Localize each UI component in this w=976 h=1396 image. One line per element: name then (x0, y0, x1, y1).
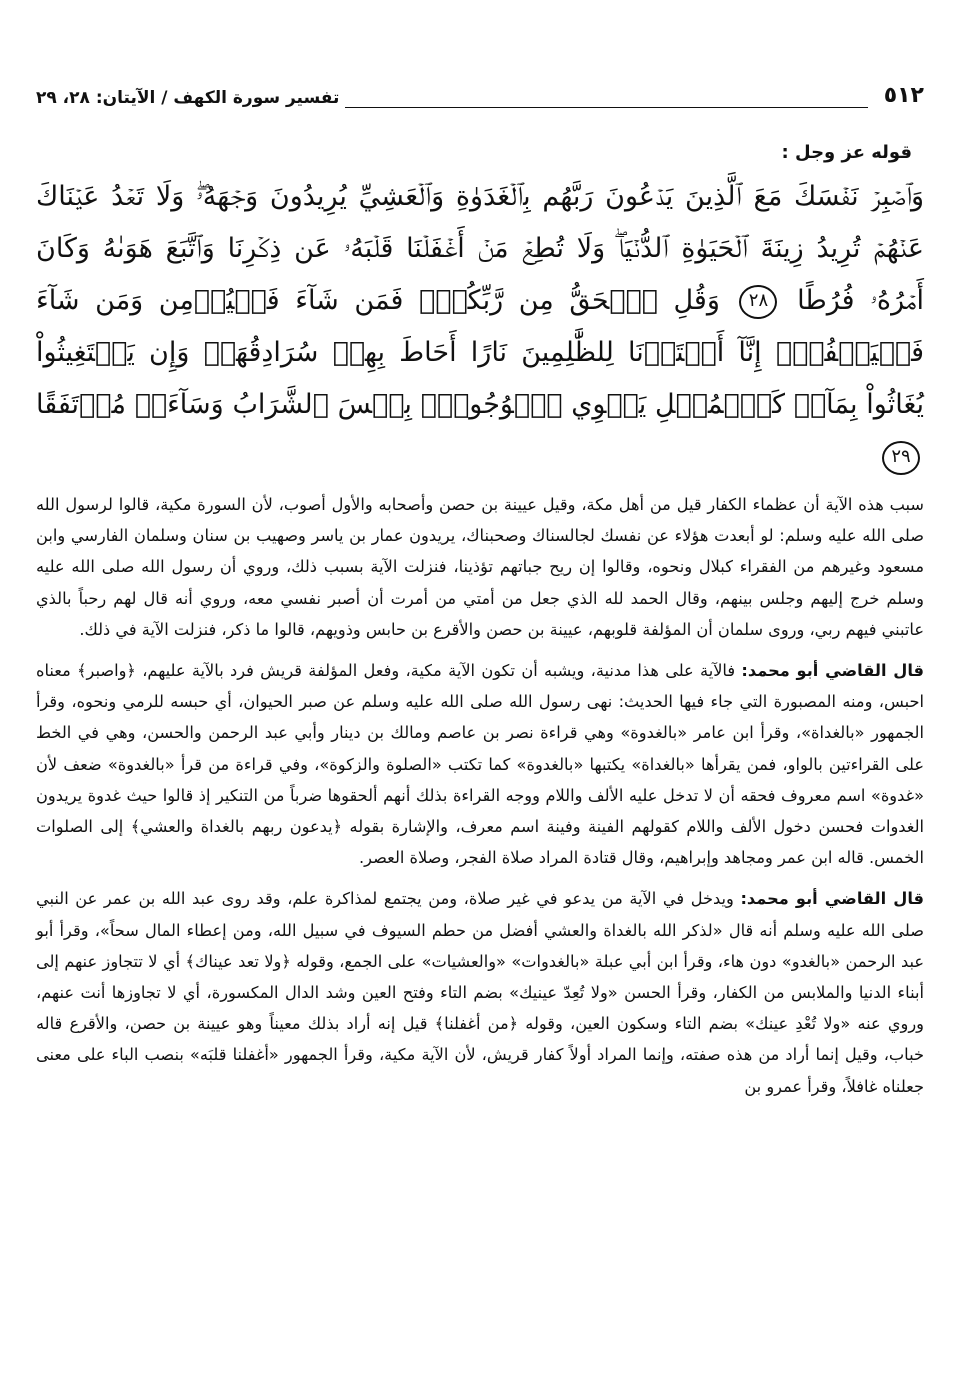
quran-verses (36, 171, 924, 483)
header-rule (345, 93, 867, 108)
verse-29-text: وَقُلِ ٱلۡحَقُّ مِن رَّبِّكُمۡۖ فَمَن شَآءَ فَلۡيُؤۡمِن وَمَن شَآءَ فَلۡيَكۡفُرۡۚ إِنَّآ أَعۡتَدۡنَا لِلظَّٰلِمِينَ نَارًا أَحَاطَ بِهِمۡ سُرَادِقُهَاۚ وَإِن يَسۡتَغِيثُواْ يُغَاثُواْ بِمَآءٖ كَٱلۡمُهۡلِ يَشۡوِي ٱلۡوُجُوهَۚ بِئۡسَ ٱلشَّرَابُ وَسَآءَتۡ مُرۡتَفَقًا (36, 285, 924, 420)
commentary-paragraph-1 (36, 489, 924, 645)
paragraph-1-text: سبب هذه الآية أن عظماء الكفار قيل من أهل مكة، وقيل عيينة بن حصن وأصحابه والأول أصوب، لأن السورة مكية، قالوا لرسول الله صلى الله عليه وسلم: لو أبعدت هؤلاء عن نفسك لجالسناك وصحبناك، يريدون عمار بن ياسر وصهيب بن سنان وسلمان الفارسي وابن مسعود وغيرهم من الفقراء كبلال ونحوه، وقالوا إن ريح جباتهم تؤذينا، فنزلت الآية بسبب ذلك، وروي أن رسول الله صلى الله عليه وسلم خرج إليهم وجلس بينهم، وقال الحمد لله الذي جعل من أمتي من أمرت أن أصبر نفسي معه، وروي أنه قال لهم رحباً بالذي عاتبني فيهم ربي، وروى سلمان أن المؤلفة قلوبهم، عيينة بن حصن والأقرع بن حابس وذويهم، قالوا ما ذكر، فنزلت الآية في ذلك. (36, 495, 924, 639)
paragraph-2-text: فالآية على هذا مدنية، ويشبه أن تكون الآية مكية، وفعل المؤلفة قريش فرد بالآية عليهم، ﴿واصبر﴾ معناه احبس، ومنه المصبورة التي جاء فيها الحديث: نهى رسول الله صلى الله عليه وسلم عن صبر الحيوان، أي حبسه للرمي ونحوه، وقرأ الجمهور «بالغداة»، وقرأ ابن عامر «بالغدوة» وهي قراءة نصر بن عاصم ومالك بن دينار وأبي عبد الرحمن والحسن، وهي في الخط على القراءتين بالواو، فمن يقرأها «بالغداة» يكتبها «بالغدوة» كما تكتب «الصلوة والزكوة»، وفي قراءة من قرأ «بالغدوة» ضعف لأن «غدوة» اسم معروف فحقه أن لا تدخل عليه الألف واللام ووجه القراءة بذلك أنهم ألحقوها ضرباً من التنكير إذ قالوا حيث غدوة يريدون الغدوات فحسن دخول الألف واللام كقولهم الفينة وفينة اسم معرف، والإشارة بقوله ﴿يدعون ربهم بالغداة والعشي﴾ إلى الصلوات الخمس. قاله ابن عمر ومجاهد وإبراهيم، وقال قتادة المراد صلاة الفجر، وصلاة العصر. (36, 661, 924, 868)
intro-label: قوله عز وجل : (781, 142, 912, 163)
paragraph-3-lead: قال القاضي أبو محمد: (740, 889, 924, 909)
verse-28-text: وَٱصۡبِرۡ نَفۡسَكَ مَعَ ٱلَّذِينَ يَدۡعُونَ رَبَّهُم بِٱلۡغَدَوٰةِ وَٱلۡعَشِيِّ يُرِيدُونَ وَجۡهَهُۥۖ وَلَا تَعۡدُ عَيۡنَاكَ عَنۡهُمۡ تُرِيدُ زِينَةَ ٱلۡحَيَوٰةِ ٱلدُّنۡيَاۖ وَلَا تُطِعۡ مَنۡ أَغۡفَلۡنَا قَلۡبَهُۥ عَن ذِكۡرِنَا وَٱتَّبَعَ هَوَىٰهُ وَكَانَ أَمۡرُهُۥ فُرُطًا (36, 181, 924, 316)
paragraph-2-lead: قال القاضي أبو محمد: (741, 661, 924, 681)
commentary-paragraph-2 (36, 655, 924, 873)
verse-29-number: ٢٩ (882, 441, 920, 475)
commentary-paragraph-3 (36, 883, 924, 1101)
running-title: تفسير سورة الكهف / الآيتان: ٢٨، ٢٩ (36, 88, 340, 108)
page-number: ٥١٢ (883, 83, 924, 108)
verse-28-number: ٢٨ (739, 285, 777, 319)
paragraph-3-text: ويدخل في الآية من يدعو في غير صلاة، ومن يجتمع لمذاكرة علم، وقد روى عبد الله بن عمر عن النبي صلى الله عليه وسلم أنه قال «لذكر الله بالغداة والعشي أفضل من حطم السيوف في سبيل الله، ومن إعطاء المال سحاً»، وقرأ أبو عبد الرحمن «بالغدو» دون هاء، وقرأ ابن أبي عبلة «بالغدوات» «والعشيات» على الجمع، وقوله ﴿ولا تعد عيناك﴾ أي لا تتجاوز عنهم إلى أبناء الدنيا والملابس من الكفار، وقرأ الحسن «ولا تُعِدّ عينيك» بضم التاء وفتح العين وشد الدال المكسورة، أي لا تجاوزها أنت عنهم، وروي عنه «ولا تُعْدِ عينك» بضم التاء وسكون العين، وقوله ﴿من أغفلنا﴾ قيل إنه أراد بذلك معيناً وهو عيينة بن حصن، والأقرع قاله خباب، وقيل إنما أراد من هذه صفته، وإنما المراد أولاً كفار قريش، لأن الآية مكية، وقرأ الجمهور «أغفلنا قلبَه» بنصب الباء على معنى جعلناه غافلاً، وقرأ عمرو بن (36, 889, 924, 1096)
running-head (36, 80, 924, 108)
